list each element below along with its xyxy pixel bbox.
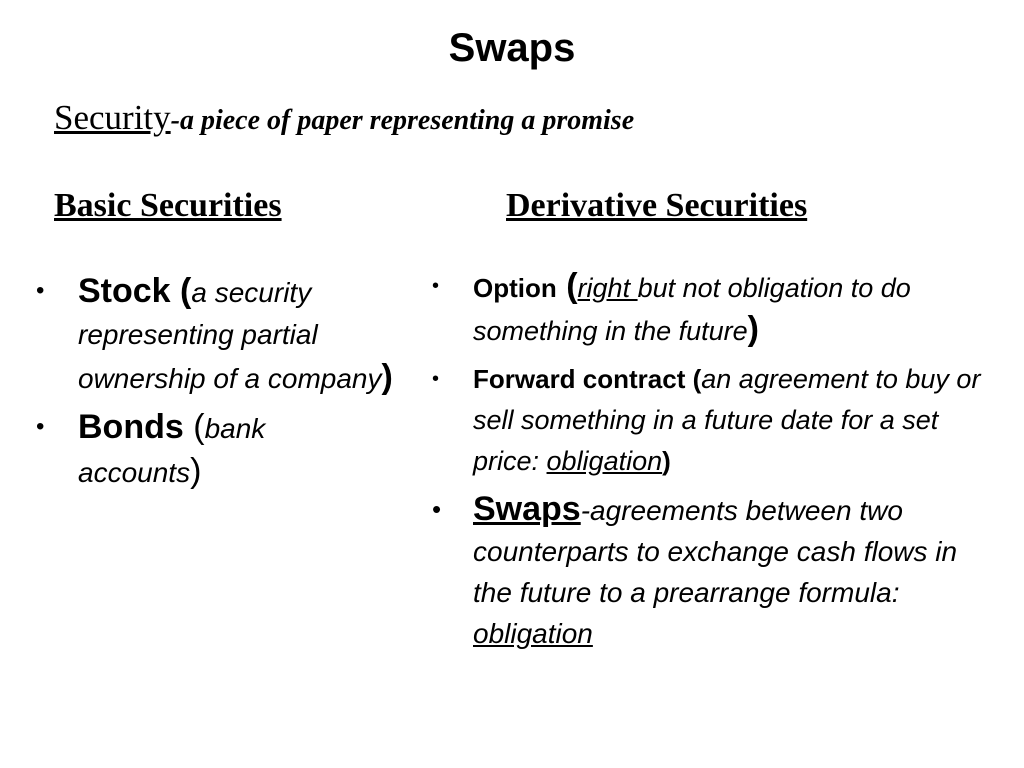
option-underlined-word: right [577, 273, 638, 303]
basic-securities-heading: Basic Securities [54, 187, 282, 224]
derivative-securities-list [432, 266, 1002, 661]
bullet-icon: • [36, 277, 45, 304]
forward-contract-description: an agreement to buy or sell something in a future date for a set price: [473, 364, 981, 476]
list-item-swaps [432, 489, 1002, 654]
option-term: Option [473, 273, 557, 303]
open-paren: ( [183, 408, 205, 446]
stock-term: Stock [78, 272, 171, 310]
close-paren: ) [381, 358, 393, 396]
bullet-icon: • [432, 368, 440, 390]
forward-contract-term: Forward contract [473, 364, 686, 394]
open-paren: ( [556, 267, 578, 305]
close-paren: ) [662, 446, 671, 476]
bullet-icon: • [432, 494, 442, 524]
option-description: but not obligation to do something in the future [473, 273, 911, 346]
stock-description: a security representing partial ownership of a company [78, 277, 382, 394]
security-definition [54, 96, 634, 147]
bullet-icon: • [432, 275, 440, 297]
open-paren: ( [170, 272, 192, 310]
bonds-term: Bonds [78, 408, 184, 446]
derivative-securities-heading: Derivative Securities [506, 187, 808, 224]
forward-contract-underlined-word: obligation [546, 446, 663, 476]
close-paren: ) [190, 452, 202, 490]
swaps-underlined-word: obligation [473, 618, 593, 649]
definition-text: -a piece of paper representing a promise [170, 105, 635, 136]
bonds-description: bank accounts [78, 413, 266, 488]
slide-title: Swaps [448, 26, 576, 70]
list-item-stock [36, 270, 396, 400]
basic-securities-list [36, 270, 396, 500]
close-paren: ) [747, 310, 759, 348]
swaps-description: -agreements between two counterparts to exchange cash flows in the future to a prearrange formula: [473, 495, 958, 608]
open-paren: ( [685, 364, 702, 394]
definition-term: Security [54, 98, 171, 137]
list-item-bonds [36, 406, 396, 494]
list-item-option [432, 266, 1002, 352]
swaps-term: Swaps [473, 490, 581, 528]
list-item-forward-contract [432, 359, 1002, 482]
bullet-icon: • [36, 413, 45, 440]
